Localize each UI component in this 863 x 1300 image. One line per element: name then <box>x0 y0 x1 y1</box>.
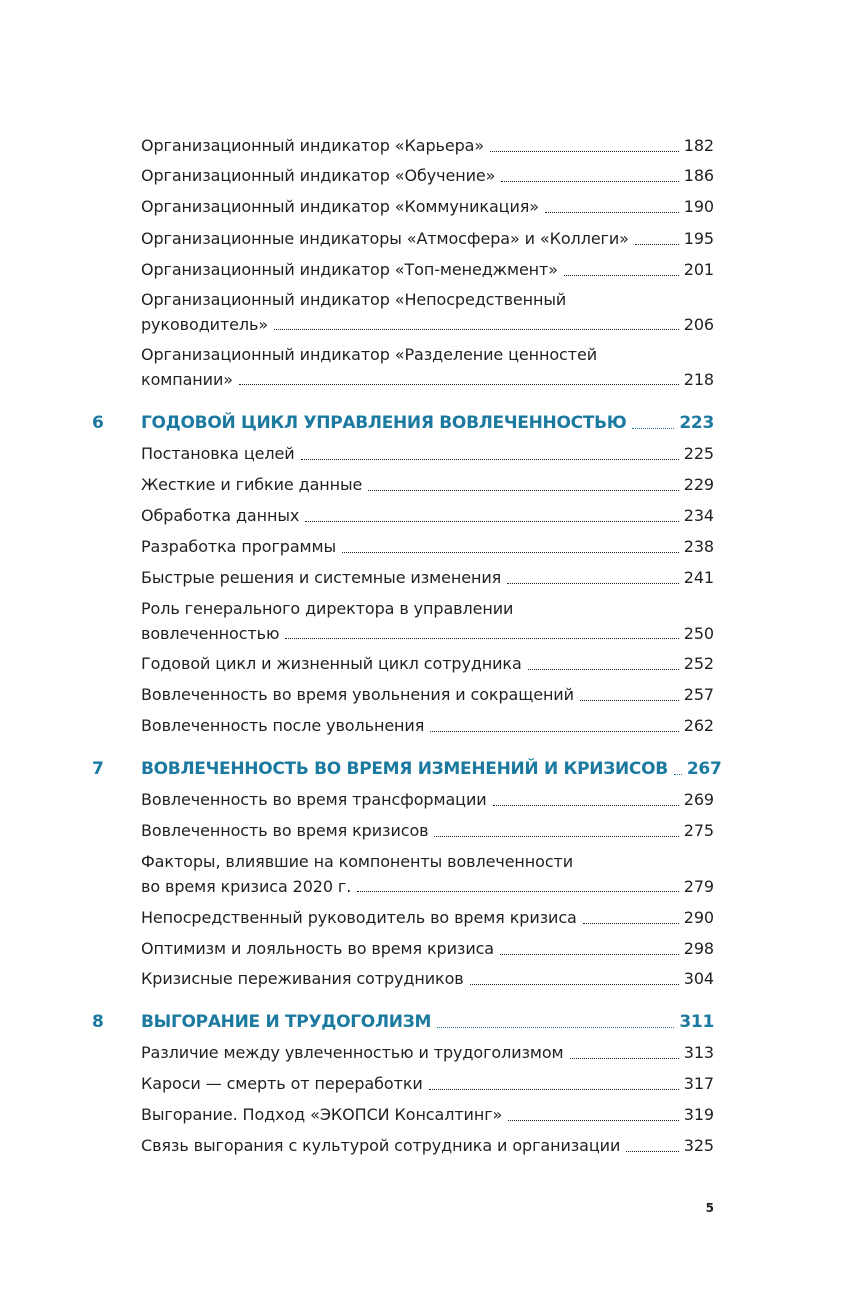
dot-leader <box>429 1089 679 1090</box>
dot-leader <box>635 244 679 245</box>
dot-leader <box>342 552 679 553</box>
chapter-title: ВЫГОРАНИЕ И ТРУДОГОЛИЗМ <box>141 1012 432 1032</box>
dot-leader <box>500 954 679 955</box>
toc-entry[interactable] <box>141 163 714 189</box>
toc-entry[interactable] <box>141 713 714 739</box>
entry-page: 298 <box>683 939 714 958</box>
entry-title: Организационный индикатор «Карьера» <box>141 136 485 155</box>
entry-title: Организационный индикатор «Разделение ценностей <box>141 345 598 364</box>
toc-entry[interactable] <box>141 1133 714 1159</box>
dot-leader <box>632 428 674 429</box>
dot-leader <box>490 151 679 152</box>
dot-leader <box>368 490 678 491</box>
dot-leader <box>501 181 678 182</box>
entry-page: 269 <box>683 790 714 809</box>
entry-page: 317 <box>683 1074 714 1093</box>
entry-page: 241 <box>683 568 714 587</box>
entry-page: 229 <box>683 475 714 494</box>
toc-entry[interactable] <box>141 534 714 560</box>
dot-leader <box>274 329 679 330</box>
entry-title: Роль генерального директора в управлении <box>141 599 514 618</box>
toc-entry[interactable] <box>141 472 714 498</box>
toc-entry[interactable] <box>141 596 714 646</box>
entry-title: Кароси — смерть от переработки <box>141 1074 423 1093</box>
entry-title: Организационные индикаторы «Атмосфера» и «Коллеги» <box>141 229 629 248</box>
dot-leader <box>239 384 679 385</box>
entry-page: 325 <box>683 1136 714 1155</box>
toc-entry[interactable] <box>141 1071 714 1097</box>
chapter-page: 311 <box>679 1012 714 1032</box>
dot-leader <box>674 774 682 775</box>
entry-title: Факторы, влиявшие на компоненты вовлеченности <box>141 852 574 871</box>
entry-page: 290 <box>683 908 714 927</box>
entry-page: 313 <box>683 1043 714 1062</box>
dot-leader <box>580 700 679 701</box>
chapter-heading[interactable] <box>141 756 722 782</box>
dot-leader <box>528 669 679 670</box>
toc-entry[interactable] <box>141 682 714 708</box>
entry-page: 304 <box>683 969 714 988</box>
chapter-page: 267 <box>686 759 722 779</box>
entry-page: 238 <box>683 537 714 556</box>
dot-leader <box>305 521 679 522</box>
toc-entry[interactable] <box>141 226 714 252</box>
chapter-title: ВОВЛЕЧЕННОСТЬ ВО ВРЕМЯ ИЗМЕНЕНИЙ И КРИЗИСОВ <box>141 759 668 779</box>
entry-title-continued: компании» <box>141 370 233 389</box>
entry-page: 257 <box>683 685 714 704</box>
chapter-heading[interactable] <box>141 1009 714 1035</box>
entry-page: 275 <box>683 821 714 840</box>
entry-page: 218 <box>683 370 714 389</box>
toc-entry[interactable] <box>141 1102 714 1128</box>
toc-entry[interactable] <box>141 936 714 962</box>
entry-title-continued: вовлеченностью <box>141 624 280 643</box>
chapter-number: 8 <box>92 1012 104 1032</box>
entry-page: 182 <box>683 136 714 155</box>
entry-page: 190 <box>683 197 714 216</box>
toc-entry[interactable] <box>141 287 714 337</box>
entry-title: Кризисные переживания сотрудников <box>141 969 464 988</box>
toc-entry[interactable] <box>141 194 714 220</box>
entry-title: Разработка программы <box>141 537 337 556</box>
toc-entry[interactable] <box>141 818 714 844</box>
entry-title: Связь выгорания с культурой сотрудника и организации <box>141 1136 621 1155</box>
entry-title: Оптимизм и лояльность во время кризиса <box>141 939 495 958</box>
entry-page: 279 <box>683 877 714 896</box>
entry-title: Вовлеченность во время кризисов <box>141 821 429 840</box>
dot-leader <box>570 1058 679 1059</box>
entry-page: 201 <box>683 260 714 279</box>
chapter-number: 7 <box>92 759 104 779</box>
entry-page: 206 <box>683 315 714 334</box>
dot-leader <box>301 459 679 460</box>
page-number: 5 <box>705 1201 714 1215</box>
entry-page: 262 <box>683 716 714 735</box>
toc-entry[interactable] <box>141 651 714 677</box>
toc-entry[interactable] <box>141 787 714 813</box>
dot-leader <box>626 1151 679 1152</box>
dot-leader <box>545 212 679 213</box>
dot-leader <box>430 731 679 732</box>
entry-page: 195 <box>683 229 714 248</box>
dot-leader <box>357 891 679 892</box>
entry-page: 234 <box>683 506 714 525</box>
entry-title: Жесткие и гибкие данные <box>141 475 363 494</box>
entry-page: 252 <box>683 654 714 673</box>
entry-title: Вовлеченность после увольнения <box>141 716 425 735</box>
dot-leader <box>493 805 679 806</box>
entry-page: 250 <box>683 624 714 643</box>
entry-page: 225 <box>683 444 714 463</box>
dot-leader <box>437 1027 674 1028</box>
chapter-title: ГОДОВОЙ ЦИКЛ УПРАВЛЕНИЯ ВОВЛЕЧЕННОСТЬЮ <box>141 413 627 433</box>
toc-entry[interactable] <box>141 565 714 591</box>
dot-leader <box>507 583 679 584</box>
toc-entry[interactable] <box>141 905 714 931</box>
entry-title: Организационный индикатор «Непосредственный <box>141 290 567 309</box>
dot-leader <box>434 836 678 837</box>
dot-leader <box>583 923 679 924</box>
entry-title: Годовой цикл и жизненный цикл сотрудника <box>141 654 522 673</box>
toc-entry[interactable] <box>141 257 714 283</box>
dot-leader <box>508 1120 679 1121</box>
chapter-page: 223 <box>679 413 714 433</box>
dot-leader <box>470 984 679 985</box>
entry-title-continued: во время кризиса 2020 г. <box>141 877 352 896</box>
chapter-heading[interactable] <box>141 410 714 436</box>
entry-title: Организационный индикатор «Топ-менеджмент» <box>141 260 558 279</box>
dot-leader <box>564 275 679 276</box>
entry-title: Быстрые решения и системные изменения <box>141 568 502 587</box>
toc-entry[interactable] <box>141 1040 714 1066</box>
entry-title: Обработка данных <box>141 506 300 525</box>
toc-entry[interactable] <box>141 503 714 529</box>
entry-title: Постановка целей <box>141 444 295 463</box>
entry-title: Организационный индикатор «Обучение» <box>141 166 496 185</box>
toc-entry[interactable] <box>141 441 714 467</box>
entry-title: Организационный индикатор «Коммуникация» <box>141 197 539 216</box>
entry-page: 186 <box>683 166 714 185</box>
entry-title: Вовлеченность во время увольнения и сокращений <box>141 685 574 704</box>
toc-entry[interactable] <box>141 849 714 899</box>
chapter-number: 6 <box>92 413 104 433</box>
toc-entry[interactable] <box>141 133 714 159</box>
entry-title: Выгорание. Подход «ЭКОПСИ Консалтинг» <box>141 1105 503 1124</box>
entry-title-continued: руководитель» <box>141 315 269 334</box>
toc-entry[interactable] <box>141 966 714 992</box>
entry-title: Различие между увлеченностью и трудоголизмом <box>141 1043 564 1062</box>
dot-leader <box>285 638 678 639</box>
entry-page: 319 <box>683 1105 714 1124</box>
entry-title: Непосредственный руководитель во время кризиса <box>141 908 577 927</box>
entry-title: Вовлеченность во время трансформации <box>141 790 487 809</box>
toc-entry[interactable] <box>141 342 714 392</box>
